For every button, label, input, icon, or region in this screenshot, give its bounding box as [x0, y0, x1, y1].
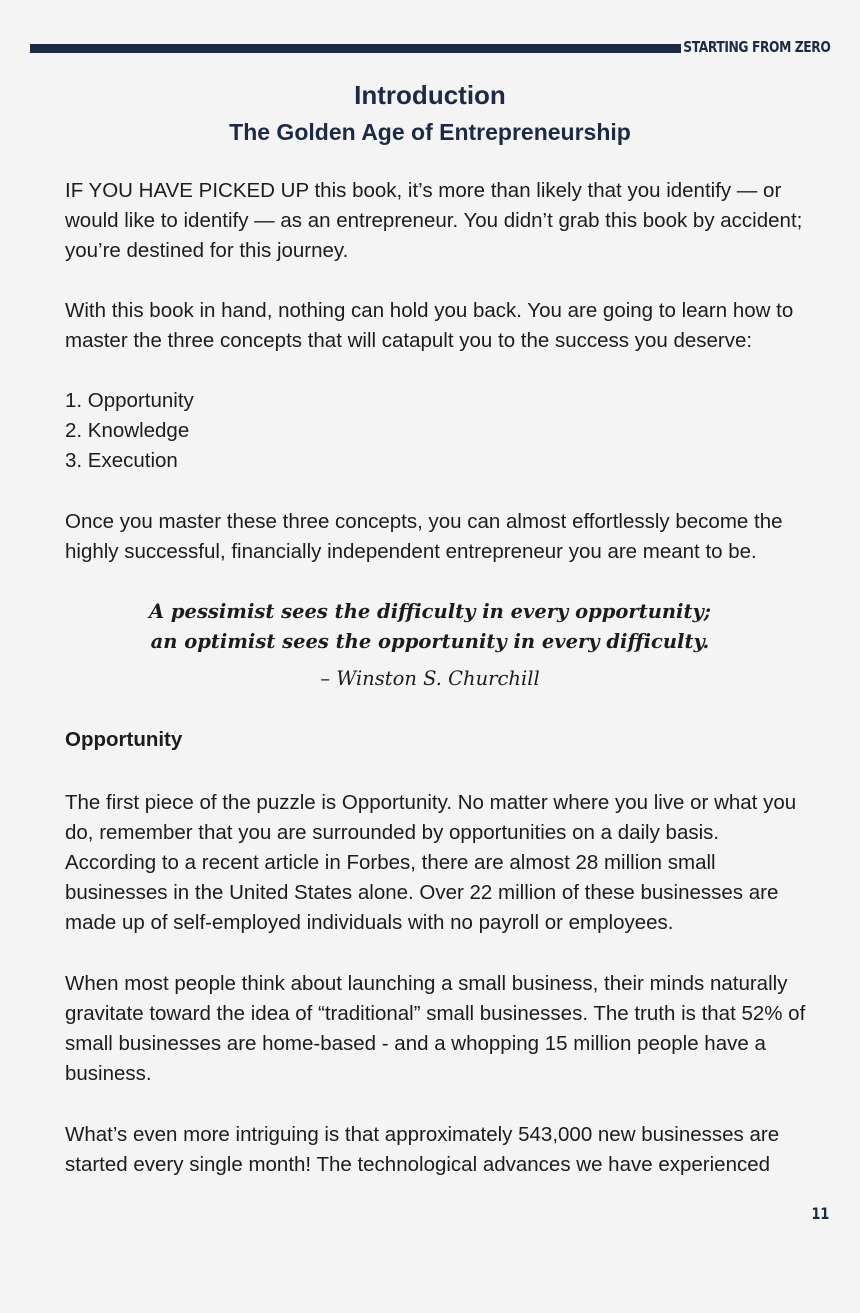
pull-quote — [0, 597, 860, 657]
section-heading: Opportunity — [65, 728, 183, 751]
concepts-list — [65, 386, 810, 476]
section-paragraph-2: When most people think about launching a small business, their minds naturally gravitate toward the idea of “traditional” small businesses. The truth is that 52% of small businesses are home-based - and a whopping 15 million people have a business. — [65, 972, 806, 1085]
section-paragraph-3: What’s even more intriguing is that approximately 543,000 new businesses are started every single month! The technological advances we have experienced — [65, 1123, 780, 1176]
quote-line-2: an optimist sees the opportunity in every difficulty. — [150, 630, 710, 653]
page-number: 11 — [811, 1204, 829, 1223]
header-rule — [30, 44, 681, 53]
list-item: 3. Execution — [65, 449, 178, 472]
quote-author: – Winston S. Churchill — [320, 667, 540, 690]
running-header: STARTING FROM ZERO — [682, 38, 830, 56]
intro-paragraph-2: With this book in hand, nothing can hold you back. You are going to learn how to master the three concepts that will catapult you to the success you deserve: — [65, 299, 794, 352]
list-item: 2. Knowledge — [65, 419, 190, 442]
chapter-subtitle: The Golden Age of Entrepreneurship — [229, 119, 631, 145]
list-item: 1. Opportunity — [65, 389, 194, 412]
closing-paragraph: Once you master these three concepts, you can almost effortlessly become the highly successful, financially independent entrepreneur you are meant to be. — [65, 510, 783, 563]
section-paragraph-1: The first piece of the puzzle is Opportunity. No matter where you live or what you do, remember that you are surrounded by opportunities on a daily basis. According to a recent article in Forbes, there are almost 28 million small businesses in the United States alone. Over 22 million of these businesses are made up of self-employed individuals with no payroll or employees. — [65, 791, 797, 934]
chapter-title: Introduction — [354, 80, 506, 110]
intro-paragraph-1: IF YOU HAVE PICKED UP this book, it’s more than likely that you identify — or would like to identify — as an entrepreneur. You didn’t grab this book by accident; you’re destined for this journey. — [65, 179, 803, 262]
quote-line-1: A pessimist sees the difficulty in every opportunity; — [148, 600, 711, 623]
